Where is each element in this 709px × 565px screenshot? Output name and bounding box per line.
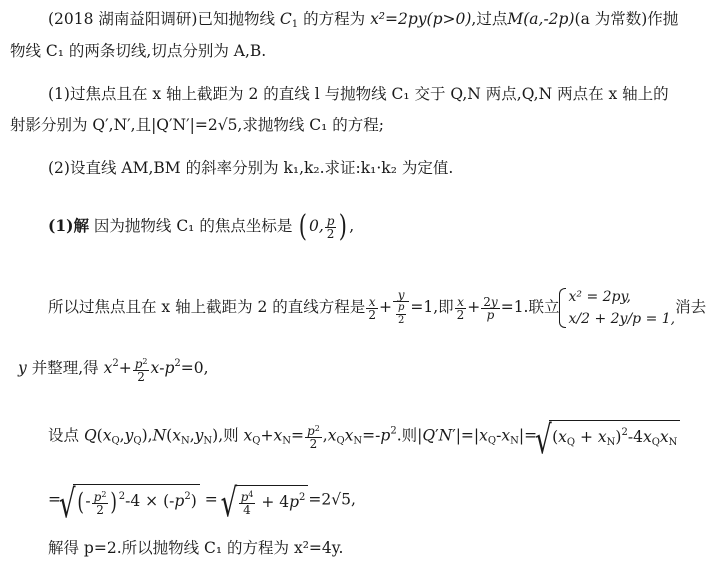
- solution-line-2: 所以过焦点且在 x 轴上截距为 2 的直线方程是 $\frac{x}{2}$ + $\frac{y}{\frac{p}{2}}$ =1,即 $\frac{x}{2}$ + $\frac{2y}{p}$ =1.联立 x² = 2py, x/2 + 2y/p = 1, 消去: [48, 286, 706, 330]
- problem-note: (a 为常数)作抛: [574, 10, 679, 28]
- problem-line-1: (2018 湖南益阳调研)已知抛物线 $C_1$ 的方程为 x²=2py(p>0),过点M(a,-2p)(a 为常数)作抛: [48, 10, 679, 30]
- sqrt-3: √ $\frac{p^4}{4}$ + $4p^2$: [223, 485, 309, 517]
- solution-label: (1)解: [48, 216, 89, 235]
- solution-line-1: (1)解 因为抛物线 C₁ 的焦点坐标是 ( 0, $\frac{p}{2}$ ) ,: [48, 209, 355, 244]
- part2-line: (2)设直线 AM,BM 的斜率分别为 k₁,k₂.求证:k₁·k₂ 为定值.: [48, 159, 454, 177]
- part1-line-b: 射影分别为 Q′,N′,且|Q′N′|=2√5,求抛物线 C₁ 的方程;: [10, 116, 385, 134]
- solution-s1-text: 因为抛物线 C₁ 的焦点坐标是: [93, 217, 293, 235]
- solution-s2-tail: 消去: [675, 298, 707, 316]
- problem-source: (2018 湖南益阳调研): [48, 10, 198, 28]
- problem-intro: 已知抛物线: [197, 10, 275, 28]
- solution-line-6: 解得 p=2.所以抛物线 C₁ 的方程为 x²=4y.: [48, 539, 344, 557]
- sqrt-1: √ $(x_Q + x_N)^2-4x_Qx_N$: [537, 420, 680, 453]
- eq-text: 的方程为: [303, 10, 366, 28]
- solution-line-5: =√ (- $\frac{p^2}{2}$ )$^2-4 \times (-p^2)$ = √ $\frac{p^4}{4}$ + $4p^2 =2√5$,: [48, 484, 356, 517]
- parabola-eq: x²=2py(p>0): [370, 10, 472, 28]
- point-text: ,过点: [471, 10, 508, 28]
- solution-s2-text: 所以过焦点且在 x 轴上截距为 2 的直线方程是: [48, 298, 366, 316]
- eq-sign: =: [48, 490, 61, 509]
- solution-line-4: 设点 $Q(x_Q,y_Q),N(x_N,y_N)$,则 $x_Q+x_N=$ $\frac{p^2}{2}$ $,x_Qx_N=-p^2$.则$|Q'N'|=|x_Q-x_N|=√$ $(x_Q + x_N)^2-4x_Qx_N$: [48, 420, 680, 453]
- system-eq-1: x² = 2py,: [568, 289, 631, 305]
- point-m: M(a,-2p): [507, 10, 575, 28]
- solution-s5-tail: =2√5,: [308, 490, 356, 509]
- problem-line-2: 物线 C₁ 的两条切线,切点分别为 A,B.: [10, 42, 267, 60]
- part1-line-a: (1)过焦点且在 x 轴上截距为 2 的直线 l 与抛物线 C₁ 交于 Q,N 两点,Q,N 两点在 x 轴上的: [48, 85, 669, 103]
- equation-system: [559, 286, 675, 330]
- sqrt-2: √ (- $\frac{p^2}{2}$ )$^2-4 \times (-p^2)$: [61, 484, 200, 517]
- system-eq-2: x/2 + 2y/p = 1,: [568, 311, 676, 327]
- solution-line-3: y 并整理,得 $x^2+$ $\frac{p^2}{2}$ $x-p^2=0$,: [18, 356, 209, 384]
